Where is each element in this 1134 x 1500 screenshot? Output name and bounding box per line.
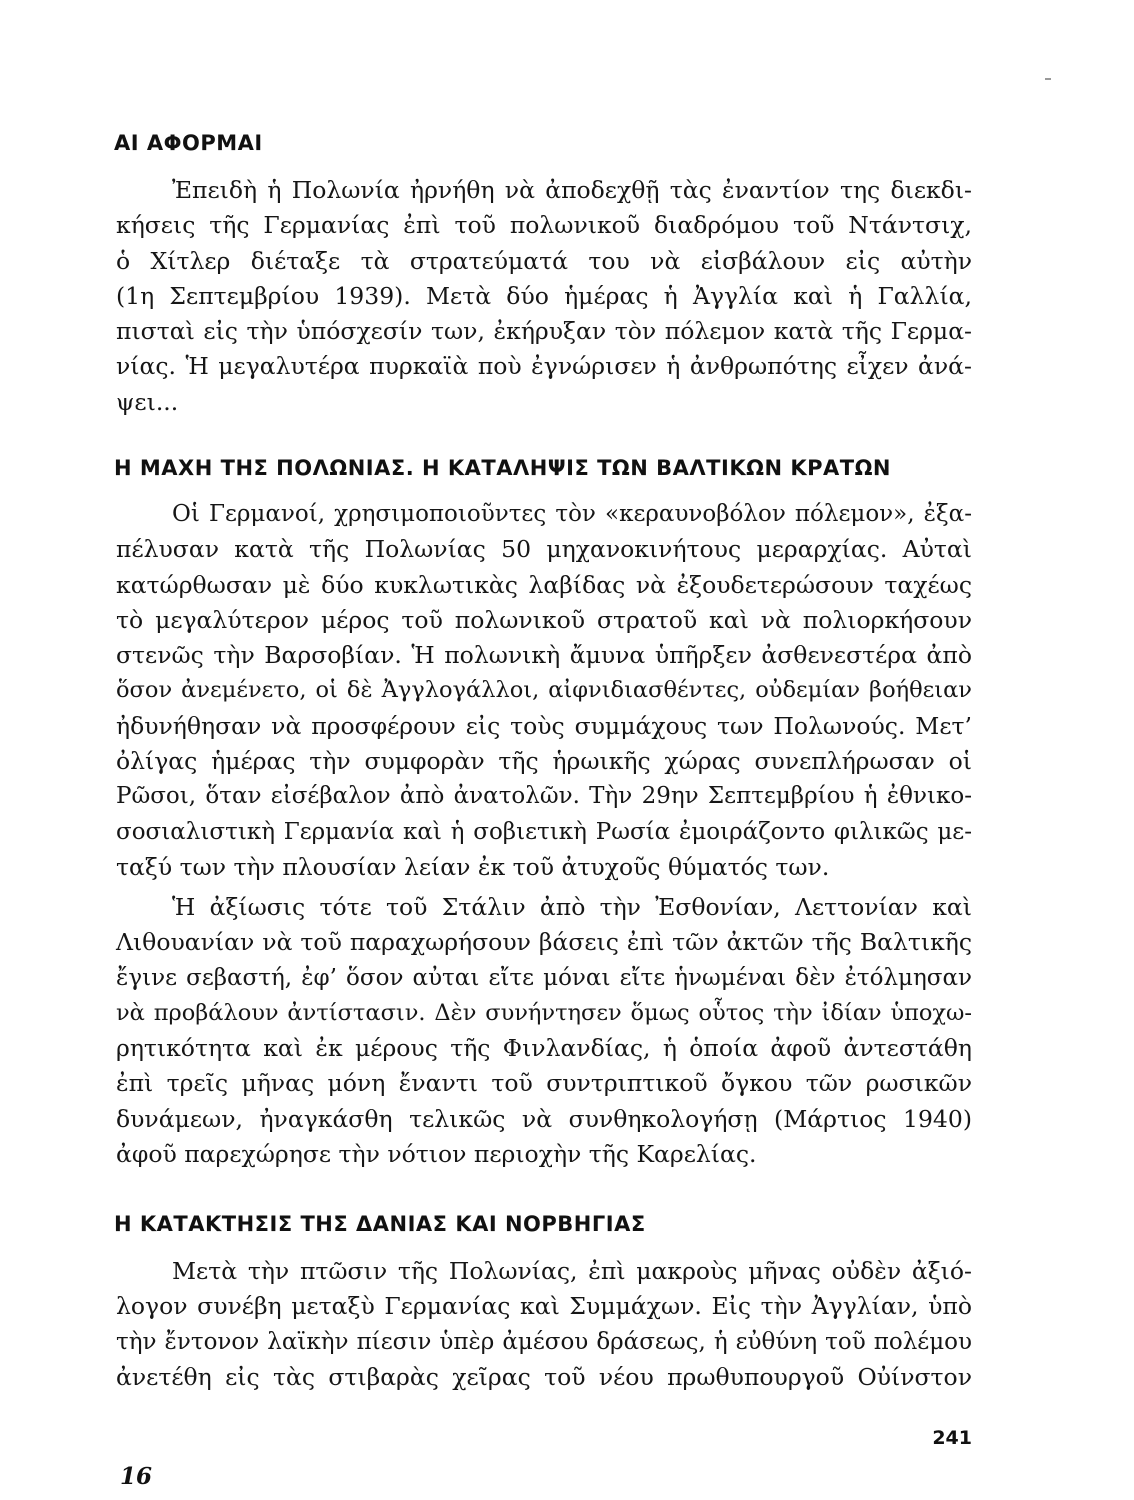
- text-line: νίας. Ἡ μεγαλυτέρα πυρκαϊὰ ποὺ ἐγνώρισεν ἡ ἀνθρωπότης εἶχεν ἀνά-: [116, 352, 972, 381]
- text-line: ἀνετέθη εἰς τὰς στιβαρὰς χεῖρας τοῦ νέου πρωθυπουργοῦ Οὐίνστον: [116, 1362, 972, 1391]
- page-number: 241: [932, 1427, 972, 1449]
- text-line: πέλυσαν κατὰ τῆς Πολωνίας 50 μηχανοκινήτους μεραρχίας. Αὐταὶ: [116, 535, 972, 564]
- section-heading-battle-of-poland: Η ΜΑΧΗ ΤΗΣ ΠΟΛΩΝΙΑΣ. Η ΚΑΤΑΛΗΨΙΣ ΤΩΝ ΒΑΛΤΙΚΩΝ ΚΡΑΤΩΝ: [114, 456, 891, 480]
- paragraph-causes: [116, 173, 972, 420]
- text-line: ὀλίγας ἡμέρας τὴν συμφορὰν τῆς ἡρωικῆς χώρας συνεπλήρωσαν οἱ: [116, 747, 972, 776]
- text-line: Ἡ ἀξίωσις τότε τοῦ Στάλιν ἀπὸ τὴν Ἐσθονίαν, Λεττονίαν καὶ: [172, 893, 972, 921]
- text-line: πισταὶ εἰς τὴν ὑπόσχεσίν των, ἐκήρυξαν τὸν πόλεμον κατὰ τῆς Γερμα-: [116, 317, 972, 346]
- scan-speck: [1045, 78, 1051, 80]
- text-line: Μετὰ τὴν πτῶσιν τῆς Πολωνίας, ἐπὶ μακροὺς μῆνας οὐδὲν ἀξιό-: [172, 1257, 972, 1285]
- text-line: Ἐπειδὴ ἡ Πολωνία ἠρνήθη νὰ ἀποδεχθῇ τὰς ἐναντίον της διεκδι-: [172, 176, 972, 204]
- text-line: νὰ προβάλουν ἀντίστασιν. Δὲν συνήντησεν ὅμως οὗτος τὴν ἰδίαν ὑποχω-: [116, 999, 972, 1026]
- text-line: ἀφοῦ παρεχώρησε τὴν νότιον περιοχὴν τῆς Καρελίας.: [116, 1140, 757, 1169]
- text-line: ταξύ των τὴν πλουσίαν λείαν ἐκ τοῦ ἀτυχοῦς θύματός των.: [116, 852, 830, 881]
- paragraph-denmark-norway: [116, 1254, 972, 1395]
- text-line: τὴν ἔντονον λαϊκὴν πίεσιν ὑπὲρ ἀμέσου δράσεως, ἡ εὐθύνη τοῦ πολέμου: [116, 1328, 972, 1355]
- text-line: ἐπὶ τρεῖς μῆνας μόνη ἔναντι τοῦ συντριπτικοῦ ὄγκου τῶν ρωσικῶν: [116, 1069, 972, 1098]
- text-line: ἔγινε σεβαστή, ἐφ’ ὅσον αὐται εἴτε μόναι εἴτε ἡνωμέναι δὲν ἐτόλμησαν: [116, 964, 972, 991]
- text-line: δυνάμεων, ἠναγκάσθη τελικῶς νὰ συνθηκολογήσῃ (Μάρτιος 1940): [116, 1104, 972, 1133]
- text-line: Οἱ Γερμανοί, χρησιμοποιοῦντες τὸν «κεραυνοβόλον πόλεμον», ἐξα-: [172, 501, 972, 527]
- text-line: ρητικότητα καὶ ἐκ μέρους τῆς Φινλανδίας, ἡ ὁποία ἀφοῦ ἀντεστάθη: [116, 1034, 972, 1063]
- text-line: Λιθουανίαν νὰ τοῦ παραχωρήσουν βάσεις ἐπὶ τῶν ἀκτῶν τῆς Βαλτικῆς: [116, 928, 972, 957]
- paragraph-baltic-states: [116, 890, 972, 1172]
- text-line: ὁ Χίτλερ διέταξε τὰ στρατεύματά του νὰ εἰσβάλουν εἰς αὐτὴν: [116, 246, 972, 275]
- text-line: ὅσον ἀνεμένετο, οἱ δὲ Ἀγγλογάλλοι, αἰφνιδιασθέντες, οὐδεμίαν βοήθειαν: [116, 677, 972, 704]
- paragraph-battle-of-poland: [116, 497, 972, 885]
- text-line: κατώρθωσαν μὲ δύο κυκλωτικὰς λαβίδας νὰ ἐξουδετερώσουν ταχέως: [116, 570, 972, 599]
- section-heading-causes: ΑΙ ΑΦΟΡΜΑΙ: [114, 131, 263, 155]
- text-line: στενῶς τὴν Βαρσοβίαν. Ἡ πολωνικὴ ἄμυνα ὑπῆρξεν ἀσθενεστέρα ἀπὸ: [116, 641, 972, 670]
- signature-mark: 16: [120, 1463, 153, 1490]
- section-heading-denmark-norway: Η ΚΑΤΑΚΤΗΣΙΣ ΤΗΣ ΔΑΝΙΑΣ ΚΑΙ ΝΟΡΒΗΓΙΑΣ: [114, 1212, 646, 1236]
- text-line: λογον συνέβη μεταξὺ Γερμανίας καὶ Συμμάχων. Εἰς τὴν Ἀγγλίαν, ὑπὸ: [116, 1292, 972, 1321]
- text-line: τὸ μεγαλύτερον μέρος τοῦ πολωνικοῦ στρατοῦ καὶ νὰ πολιορκήσουν: [116, 605, 972, 634]
- text-line: ἠδυνήθησαν νὰ προσφέρουν εἰς τοὺς συμμάχους των Πολωνούς. Μετ’: [116, 711, 972, 740]
- text-line: σοσιαλιστικὴ Γερμανία καὶ ἡ σοβιετικὴ Ρωσία ἐμοιράζοντο φιλικῶς με-: [116, 818, 972, 845]
- text-line: κήσεις τῆς Γερμανίας ἐπὶ τοῦ πολωνικοῦ διαδρόμου τοῦ Ντάντσιχ,: [116, 211, 972, 240]
- text-line: ψει...: [116, 387, 179, 416]
- text-line: (1η Σεπτεμβρίου 1939). Μετὰ δύο ἡμέρας ἡ Ἀγγλία καὶ ἡ Γαλλία,: [116, 281, 972, 310]
- text-line: Ρῶσοι, ὅταν εἰσέβαλον ἀπὸ ἀνατολῶν. Τὴν 29ην Σεπτεμβρίου ἡ ἐθνικο-: [116, 783, 972, 810]
